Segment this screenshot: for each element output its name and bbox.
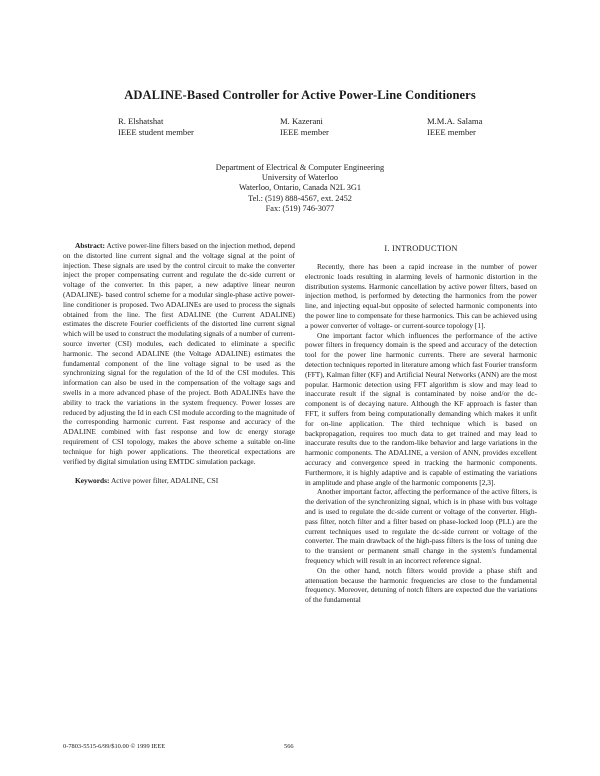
- keywords-heading: Keywords:: [75, 476, 110, 486]
- right-column: [305, 262, 537, 605]
- abstract-text: Active power-line filters based on the injection method, depend on the distorted line current signal and the voltage signal at the point of injection. These signals are used by the control circuit to make the converter inject the proper compensating current and regulate the dc-side current or voltage of the converter. In this paper, a new adaptive linear neuron (ADALINE)- based control scheme for a modular single-phase active power-line conditioner is proposed. Two ADALINEs are used to process the signals obtained from the line. The first ADALINE (the Current ADALINE) estimates the discrete Fourier coefficients of the distorted line current signal which will be used to construct the modulating signals of a number of current-source inverter (CSI) modules, each dedicated to eliminate a specific harmonic. The second ADALINE (the Voltage ADALINE) estimates the fundamental component of the line voltage signal to be used as the synchronizing signal for the regulation of the Id of the CSI modules. This information can also be used in the compensation of the voltage sags and swells in a more advanced phase of the project. Both ADALINEs have the ability to track the variations in the system frequency. Power losses are reduced by adjusting the Id in each CSI module according to the magnitude of the corresponding harmonic current. Fast response and accuracy of the ADALINE combined with fast response and low dc energy storage requirement of CSI topology, makes the above scheme a suitable on-line technique for high power applications. The theoretical expectations are verified by digital simulation using EMTDC simulation package.: [63, 241, 295, 466]
- author-1: [118, 116, 194, 138]
- author-name: M. Kazerani: [280, 116, 323, 126]
- affiliation-line: Tel.: (519) 888-4567, ext. 2452: [248, 193, 352, 203]
- intro-paragraph: Recently, there has been a rapid increase in the number of power electronic loads resulting in alarming levels of harmonic distortion in the distribution systems. Harmonic cancellation by active power filters, based on injection method, is performed by detecting the harmonics from the power line, and injecting equal-but opposite of selected harmonic components into the power line to compensate for these harmonics. This can be achieved using a power converter of voltage- or current-source topology [1].: [305, 262, 537, 330]
- intro-paragraph: One important factor which influences the performance of the active power filters in frequency domain is the speed and accuracy of the detection tool for the power line harmonic currents. There are several harmonic detection techniques reported in literature among which fast Fourier transform (FFT), Kalman filter (KF) and Artificial Neural Networks (ANN) are the most popular. Harmonic detection using FFT algorithm is slow and may lead to inaccurate result if the signal is contaminated by noise and/or the dc-component is of decaying nature. Although the KF approach is faster than FFT, it suffers from being computationally demanding which makes it unfit for on-line application. The third technique which is based on backpropagation, requires too much data to get trained and may lead to inaccurate results due to the random-like behavior and large variations in the harmonic components. The ADALINE, a version of ANN, provides excellent accuracy and convergence speed in tracking the harmonic components. Furthermore, it is highly adaptive and is capable of estimating the variations in amplitude and phase angle of the harmonic components [2,3].: [305, 330, 537, 487]
- author-role: IEEE member: [280, 127, 329, 137]
- author-3: [427, 116, 482, 138]
- author-role: IEEE student member: [118, 127, 194, 137]
- author-role: IEEE member: [427, 127, 476, 137]
- author-2: [280, 116, 329, 138]
- section-heading: I. INTRODUCTION: [384, 244, 458, 253]
- copyright-footer: 0-7803-5515-6/99/$10.00 © 1999 IEEE: [63, 743, 166, 750]
- affiliation-line: Fax: (519) 746-3077: [265, 203, 335, 213]
- intro-paragraph: On the other hand, notch filters would provide a phase shift and attenuation because the harmonic frequencies are close to the fundamental frequency. Moreover, detuning of notch filters are expected due the variations of the fundamental: [305, 565, 537, 605]
- intro-paragraph: Another important factor, affecting the performance of the active filters, is the derivation of the synchronizing signal, which is in phase with bus voltage and is used to regulate the dc-side current or voltage of the converter. High-pass filter, notch filter and a filter based on phase-locked loop (PLL) are the current techniques used to regulate the dc-side current or voltage of the converter. The main drawback of the high-pass filters is the loss of tuning due to the transient or permanent small change in the system's fundamental frequency which will result in an incorrect reference signal.: [305, 487, 537, 565]
- abstract-heading: Abstract:: [75, 241, 105, 250]
- affiliation-block: [0, 163, 600, 214]
- keywords-paragraph: [63, 476, 295, 486]
- affiliation-line: Waterloo, Ontario, Canada N2L 3G1: [238, 183, 362, 193]
- left-column: [63, 241, 295, 486]
- paper-title: ADALINE-Based Controller for Active Power-Line Conditioners: [124, 88, 476, 102]
- abstract-paragraph: [63, 241, 295, 466]
- author-name: M.M.A. Salama: [427, 116, 483, 126]
- affiliation-line: Department of Electrical & Computer Engineering: [215, 163, 385, 172]
- author-name: R. Elshatshat: [118, 116, 164, 126]
- keywords-text: Active power filter, ADALINE, CSI: [110, 476, 219, 486]
- affiliation-line: University of Waterloo: [261, 173, 339, 183]
- page-number: 566: [284, 743, 294, 750]
